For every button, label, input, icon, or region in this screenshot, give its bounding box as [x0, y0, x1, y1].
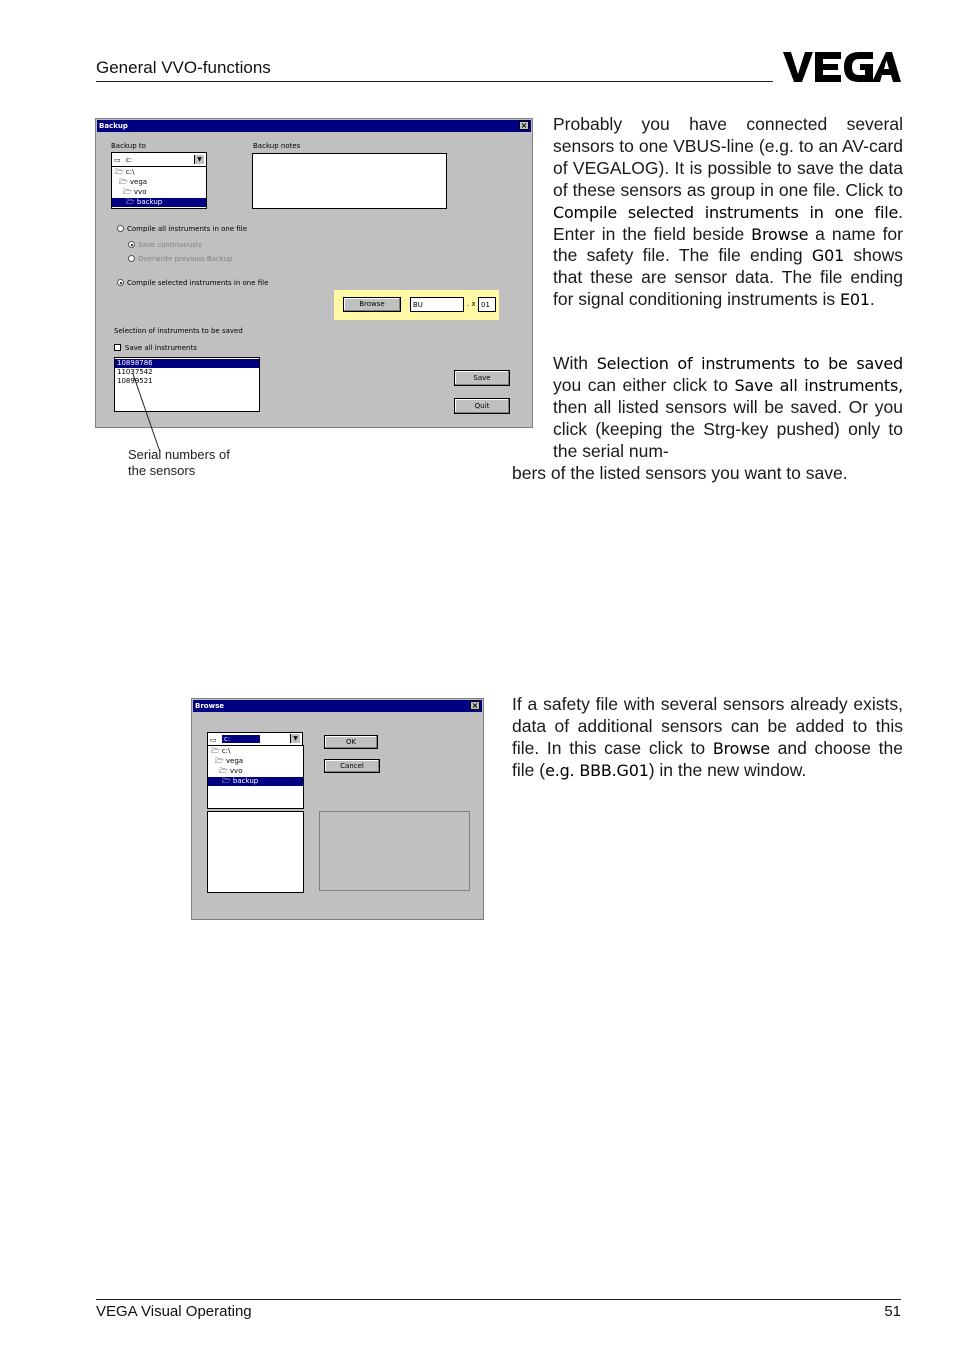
save-button[interactable]: Save — [454, 370, 510, 386]
tree-item-backup[interactable]: 🗁 backup — [112, 198, 206, 207]
tree-item-vega[interactable]: 🗁 vega — [215, 757, 244, 765]
preview-panel — [319, 811, 470, 891]
list-item[interactable]: 11037542 — [117, 368, 153, 376]
close-icon[interactable]: × — [471, 701, 479, 710]
backup-notes-label: Backup notes — [253, 142, 301, 150]
browse-dialog-title: Browse — [195, 702, 224, 710]
option-compile-selected-label: Compile selected instruments in one file — [127, 279, 269, 287]
drive-select-value: c: — [222, 735, 260, 743]
quit-button[interactable]: Quit — [454, 398, 510, 414]
option-compile-all-label: Compile all instruments in one file — [127, 225, 248, 233]
caption-line-1: Serial numbers of — [128, 447, 230, 462]
vega-logo — [783, 50, 901, 84]
chevron-down-icon[interactable]: ▼ — [290, 734, 300, 743]
backup-dialog-titlebar — [97, 120, 531, 132]
folder-tree[interactable] — [111, 166, 207, 209]
tree-item-vvo[interactable]: 🗁 vvo — [123, 188, 147, 196]
option-save-continuously-label: Save continuously — [138, 241, 202, 249]
tree-item-root[interactable]: 🗁 c:\ — [211, 747, 231, 755]
page-number: 51 — [884, 1303, 901, 1320]
radio-compile-all[interactable] — [117, 225, 124, 232]
tree-item-vvo[interactable]: 🗁 vvo — [219, 767, 243, 775]
drive-icon: ▭ — [114, 156, 121, 164]
caption-serial-numbers — [128, 447, 230, 479]
paragraph-selection: With Selection of instruments to be saved you can either click to Save all instruments, then all listed sensors will be saved. Or you click (keeping the Strg-key pushed) only to the serial num- — [553, 353, 904, 461]
radio-save-continuously[interactable] — [128, 241, 135, 248]
tree-item-backup[interactable]: 🗁 backup — [208, 777, 303, 786]
option-overwrite-label: Overwrite previous Backup — [138, 255, 233, 263]
drive-select[interactable] — [207, 732, 303, 746]
chevron-down-icon[interactable]: ▼ — [194, 155, 204, 164]
folder-tree[interactable] — [207, 745, 304, 809]
paragraph-selection-continued: bers of the listed sensors you want to save. — [512, 463, 848, 483]
close-icon[interactable]: × — [520, 121, 528, 130]
ok-button[interactable]: OK — [324, 735, 378, 749]
backup-to-label: Backup to — [111, 142, 146, 150]
paragraph-browse: If a safety file with several sensors already exists, data of additional sensors can be added to this file. In this case click to Browse and choose the file (e.g. BBB.G01) in the new window. — [512, 694, 904, 780]
save-all-checkbox[interactable] — [114, 344, 121, 351]
list-item[interactable]: 10898786 — [115, 359, 259, 368]
running-header: General VVO-functions — [96, 58, 271, 77]
caption-line-2: the sensors — [128, 463, 196, 478]
cancel-button[interactable]: Cancel — [324, 759, 380, 773]
save-all-label: Save all instruments — [125, 344, 197, 352]
radio-overwrite-previous[interactable] — [128, 255, 135, 262]
drive-icon: ▭ — [210, 736, 217, 744]
tree-item-root[interactable]: 🗁 c:\ — [115, 168, 135, 176]
tree-item-vega[interactable]: 🗁 vega — [119, 178, 148, 186]
extension-value: 01 — [481, 301, 490, 309]
browse-button[interactable]: Browse — [343, 297, 401, 312]
paragraph-compile: Probably you have connected several sensors to one VBUS-line (e.g. to an AV-card of VEGALOG). It is possible to save the data of these sensors as group in one file. Click to Compile selected instruments in one file. Enter in the field beside Browse a name for the safety file. The file ending G01 shows that these are sensor data. The file ending for signal conditioning instruments is E01. — [553, 114, 903, 310]
list-item[interactable]: 10899521 — [117, 377, 153, 385]
backup-dialog-title: Backup — [99, 122, 128, 130]
browse-dialog — [191, 698, 484, 920]
footer-title: VEGA Visual Operating — [96, 1303, 252, 1320]
file-list[interactable] — [207, 811, 304, 893]
file-name-value: BU — [413, 301, 423, 309]
extension-input[interactable] — [478, 297, 496, 312]
backup-notes-field[interactable] — [252, 153, 447, 209]
radio-compile-selected[interactable] — [117, 279, 124, 286]
selection-label: Selection of instruments to be saved — [114, 327, 243, 335]
caption-pointer-line — [120, 360, 180, 455]
file-name-input[interactable] — [410, 297, 464, 312]
browse-dialog-titlebar — [193, 700, 482, 712]
drive-select-value: c: — [126, 156, 133, 164]
footer-rule — [96, 1299, 901, 1300]
drive-select[interactable] — [111, 152, 207, 167]
header-rule — [96, 81, 773, 82]
extension-prefix: . x — [467, 300, 476, 308]
